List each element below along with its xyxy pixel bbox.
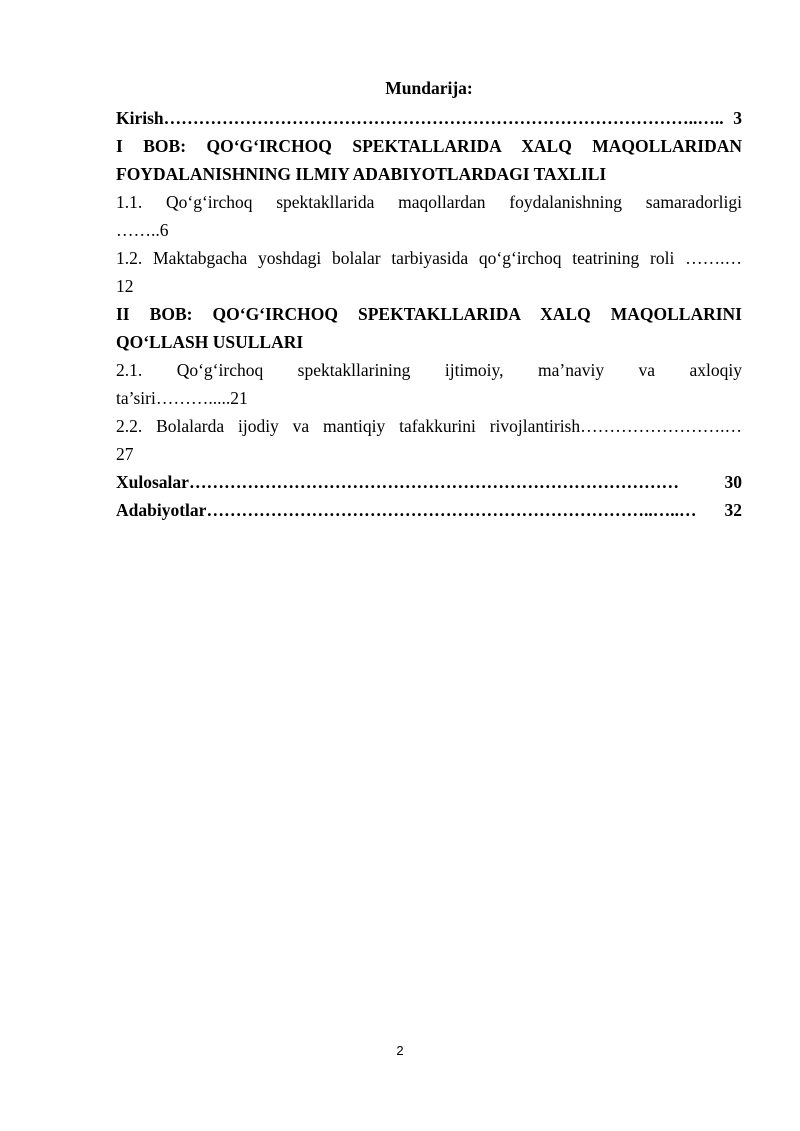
toc-entry-line: I BOB: QO‘G‘IRCHOQ SPEKTALLARIDA XALQ MAQOLLARIDAN <box>116 136 742 156</box>
toc-page-number: 30 <box>724 472 742 492</box>
toc-entry-adabiyotlar[interactable] <box>116 496 742 524</box>
toc-entry-section-2-2[interactable] <box>116 412 742 468</box>
table-of-contents <box>116 74 742 524</box>
toc-dot-leader: …………………………………………………………………..…..… <box>206 500 697 520</box>
toc-page-number: 3 <box>733 108 742 128</box>
toc-entry-line: 2.2. Bolalarda ijodiy va mantiqiy tafakkurini rivojlantirish…………………….… <box>116 416 742 436</box>
toc-entry-line: ……..6 <box>116 220 169 240</box>
toc-entry-kirish[interactable] <box>116 104 742 132</box>
toc-title: Mundarija: <box>385 78 473 98</box>
toc-entry-chapter-2[interactable] <box>116 300 742 356</box>
toc-entry-text: Kirish <box>116 108 164 128</box>
toc-entry-line: 2.1. Qo‘g‘irchoq spektakllarining ijtimoiy, ma’naviy va axloqiy <box>116 360 742 380</box>
toc-entry-line: II BOB: QO‘G‘IRCHOQ SPEKTAKLLARIDA XALQ MAQOLLARINI <box>116 304 742 324</box>
toc-dot-leader: ………………………………………………………………………………..….. <box>163 108 724 128</box>
toc-entry-chapter-1[interactable] <box>116 132 742 188</box>
toc-entry-section-1-1[interactable] <box>116 188 742 244</box>
toc-entry-line: FOYDALANISHNING ILMIY ADABIYOTLARDAGI TAXLILI <box>116 164 607 184</box>
toc-entry-line: 27 <box>116 444 134 464</box>
toc-entry-line: 12 <box>116 276 134 296</box>
toc-entry-line: 1.1. Qo‘g‘irchoq spektakllarida maqollardan foydalanishning samaradorligi <box>116 192 742 212</box>
toc-entry-line: 1.2. Maktabgacha yoshdagi bolalar tarbiyasida qo‘g‘irchoq teatrining roli …….… <box>116 248 742 268</box>
toc-entry-section-2-1[interactable] <box>116 356 742 412</box>
toc-dot-leader: ………………………………………………………………………… <box>188 472 679 492</box>
toc-entry-text: Adabiyotlar <box>116 500 207 520</box>
toc-entry-section-1-2[interactable] <box>116 244 742 300</box>
toc-entry-text: Xulosalar <box>116 472 189 492</box>
toc-entry-line: ta’siri……….....21 <box>116 388 248 408</box>
toc-page-number: 32 <box>724 500 742 520</box>
toc-entry-xulosalar[interactable] <box>116 468 742 496</box>
toc-entry-line: QO‘LLASH USULLARI <box>116 332 304 352</box>
page-number: 2 <box>396 1043 404 1058</box>
